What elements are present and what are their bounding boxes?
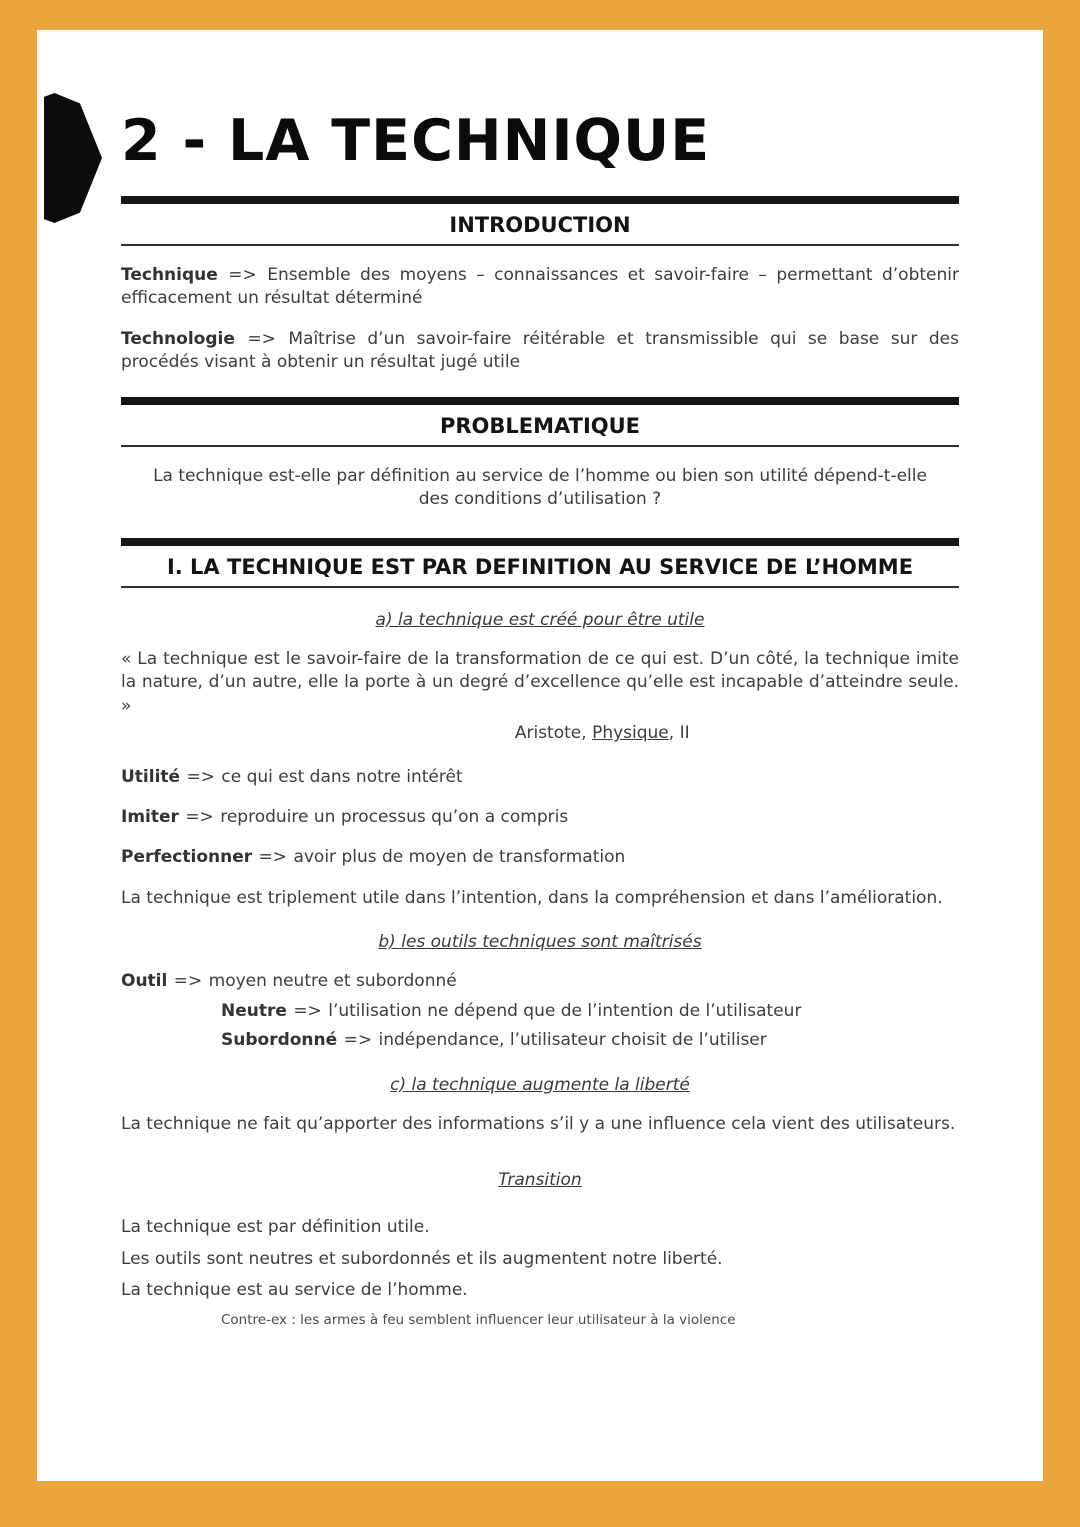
definition-term: Technique — [121, 265, 218, 285]
transition-line: Les outils sont neutres et subordonnés et ils augmentent notre liberté. — [121, 1248, 723, 1269]
subsection-heading-a: a) la technique est créé pour être utile — [375, 609, 705, 630]
definition-utilite — [121, 766, 959, 789]
definition-imiter — [121, 806, 959, 829]
definition-term: Neutre — [221, 1000, 287, 1021]
sub-c-text: La technique ne fait qu’apporter des informations s’il y a une influence cela vient des utilisateurs. — [121, 1113, 956, 1134]
attribution-rest: , II — [668, 723, 690, 744]
definition-subordonne — [221, 1029, 959, 1052]
subsection-heading-b: b) les outils techniques sont maîtrisés — [378, 932, 702, 953]
definition-term: Perfectionner — [121, 847, 253, 868]
attribution-work: Physique — [592, 723, 669, 744]
subsection-heading-c: c) la technique augmente la liberté — [390, 1074, 690, 1095]
definition-arrow: => — [185, 806, 214, 827]
definition-term: Outil — [121, 971, 168, 992]
section-heading-introduction: INTRODUCTION — [121, 204, 959, 246]
section-heading-part1: I. LA TECHNIQUE EST PAR DEFINITION AU SERVICE DE L’HOMME — [121, 546, 959, 588]
definition-term: Utilité — [121, 766, 181, 787]
section-rule-introduction — [121, 196, 959, 204]
definition-text: indépendance, l’utilisateur choisit de l’utiliser — [378, 1030, 767, 1051]
definition-text: moyen neutre et subordonné — [208, 971, 457, 992]
definition-text: l’utilisation ne dépend que de l’intention de l’utilisateur — [328, 1000, 802, 1021]
transition-line: La technique est au service de l’homme. — [121, 1280, 468, 1301]
definition-term: Technologie — [121, 328, 235, 349]
definition-arrow: => — [186, 766, 215, 787]
definition-text: Maîtrise d’un savoir-faire réitérable et transmissible qui se base sur des procédés visant à obtenir un résultat jugé utile — [121, 328, 959, 373]
page-title: 2 - LA TECHNIQUE — [121, 108, 711, 174]
attribution-author: Aristote, — [514, 723, 587, 744]
definition-arrow: => — [343, 1030, 373, 1051]
definition-technologie — [121, 328, 959, 375]
definition-text: Ensemble des moyens – connaissances et savoir-faire – permettant d’obtenir efficacement un résultat déterminé — [121, 265, 959, 309]
section-heading-problematique: PROBLEMATIQUE — [121, 405, 959, 447]
document-page — [37, 30, 1043, 1481]
counter-example-note: Contre-ex : les armes à feu semblent influencer leur utilisateur à la violence — [221, 1311, 736, 1328]
definition-outil — [121, 970, 959, 993]
definition-term: Subordonné — [221, 1030, 338, 1051]
section-rule-part1 — [121, 538, 959, 546]
definition-neutre — [221, 1000, 959, 1023]
section-rule-problematique — [121, 397, 959, 405]
definition-text: avoir plus de moyen de transformation — [293, 847, 626, 868]
definition-arrow: => — [173, 971, 203, 992]
definition-term: Imiter — [121, 806, 179, 827]
definition-arrow: => — [247, 328, 276, 349]
sub-a-closing: La technique est triplement utile dans l’intention, dans la compréhension et dans l’amélioration. — [121, 887, 943, 908]
definition-text: reproduire un processus qu’on a compris — [220, 806, 569, 827]
aristotle-quote: « La technique est le savoir-faire de la transformation de ce qui est. D’un côté, la technique imite la nature, d’un autre, elle la porte à un degré d’excellence qu’elle est incapable d’atteindre seule. » — [121, 648, 959, 716]
problematique-question: La technique est-elle par définition au service de l’homme ou bien son utilité dépend-t-elle des conditions d’utilisation ? — [153, 465, 927, 510]
definition-text: ce qui est dans notre intérêt — [221, 766, 463, 787]
transition-heading: Transition — [498, 1170, 582, 1191]
quote-attribution — [121, 722, 959, 745]
definition-arrow: => — [293, 1000, 322, 1021]
definition-technique — [121, 264, 959, 311]
outil-sub-definitions — [221, 1000, 959, 1053]
definition-arrow: => — [258, 847, 288, 868]
transition-lines — [121, 1216, 959, 1302]
definition-arrow: => — [228, 265, 257, 285]
transition-line: La technique est par définition utile. — [121, 1217, 430, 1238]
definition-perfectionner — [121, 846, 959, 869]
document-content — [37, 30, 1043, 1329]
